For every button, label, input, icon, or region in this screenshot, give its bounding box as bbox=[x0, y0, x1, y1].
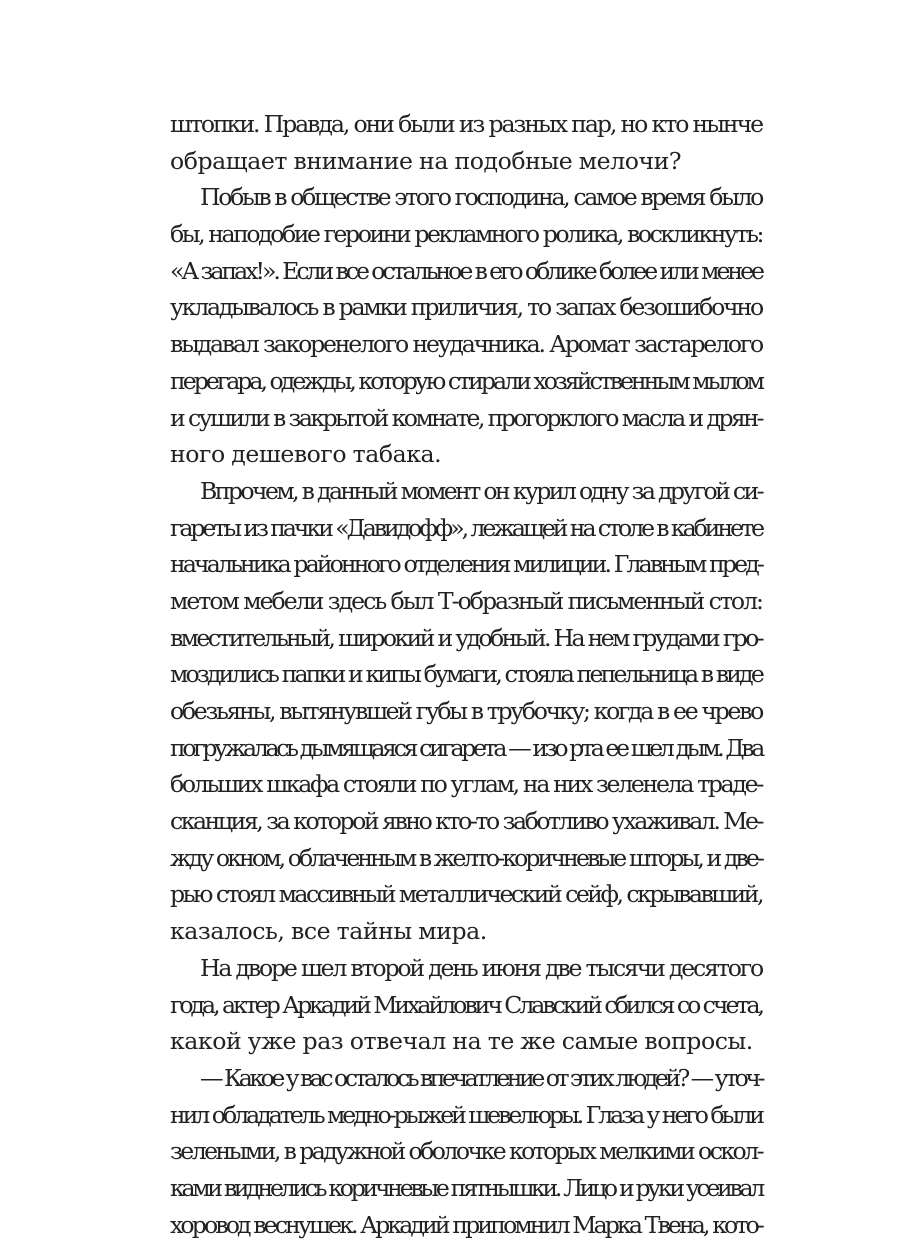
text-line: — Какое у вас осталось впечатление от этих людей? — уточ- bbox=[200, 1063, 762, 1092]
text-line: бы, наподобие героини рекламного ролика, воскликнуть: bbox=[170, 220, 762, 249]
paragraph bbox=[170, 473, 762, 950]
text-line: зелеными, в радужной оболочке которых мелкими оскол- bbox=[170, 1137, 762, 1166]
text-line: какой уже раз отвечал на те же самые вопросы. bbox=[170, 1027, 753, 1056]
paragraph bbox=[170, 1060, 762, 1243]
text-line: метом мебели здесь был Т-образный письменный стол: bbox=[170, 586, 762, 615]
text-line: Впрочем, в данный момент он курил одну за другой си- bbox=[200, 476, 762, 505]
text-line: «А запах!». Если все остальное в его облике более или менее bbox=[170, 256, 762, 285]
text-line: ками виднелись коричневые пятнышки. Лицо и руки усеивал bbox=[170, 1173, 762, 1202]
text-line: казалось, все тайны мира. bbox=[170, 917, 487, 946]
text-line: нил обладатель медно-рыжей шевелюры. Глаза у него были bbox=[170, 1100, 762, 1129]
text-line: выдавал закоренелого неудачника. Аромат застарелого bbox=[170, 330, 762, 359]
text-line: Побыв в обществе этого господина, самое время было bbox=[200, 183, 762, 212]
text-line: жду окном, облаченным в желто-коричневые шторы, и две- bbox=[170, 843, 762, 872]
text-line: хоровод веснушек. Аркадий припомнил Марка Твена, кото- bbox=[170, 1210, 762, 1239]
paragraph bbox=[170, 106, 762, 179]
text-line: и сушили в закрытой комнате, прогорклого масла и дрян- bbox=[170, 403, 762, 432]
text-line: года, актер Аркадий Михайлович Славский сбился со счета, bbox=[170, 990, 762, 1019]
text-line: рью стоял массивный металлический сейф, скрывавший, bbox=[170, 880, 762, 909]
text-line: начальника районного отделения милиции. Главным пред- bbox=[170, 550, 762, 579]
text-line: обезьяны, вытянувшей губы в трубочку; когда в ее чрево bbox=[170, 697, 762, 725]
paragraph bbox=[170, 950, 762, 1060]
text-line: штопки. Правда, они были из разных пар, но кто нынче bbox=[170, 110, 762, 138]
body-text bbox=[170, 106, 762, 1243]
text-line: перегара, одежды, которую стирали хозяйственным мылом bbox=[170, 366, 762, 395]
text-line: сканция, за которой явно кто-то заботливо ухаживал. Ме- bbox=[170, 807, 762, 836]
text-line: больших шкафа стояли по углам, на них зеленела траде- bbox=[170, 770, 762, 799]
paragraph bbox=[170, 179, 762, 473]
text-line: обращает внимание на подобные мелочи? bbox=[170, 146, 682, 175]
text-line: укладывалось в рамки приличия, то запах безошибочно bbox=[170, 293, 762, 322]
text-line: вместительный, широкий и удобный. На нем грудами гро- bbox=[170, 623, 762, 652]
text-line: моздились папки и кипы бумаги, стояла пепельница в виде bbox=[170, 660, 762, 689]
text-line: гареты из пачки «Давидофф», лежащей на столе в кабинете bbox=[170, 513, 762, 542]
text-line: ного дешевого табака. bbox=[170, 440, 442, 469]
text-line: На дворе шел второй день июня две тысячи десятого bbox=[200, 953, 762, 982]
text-line: погружалась дымящаяся сигарета — изо рта ее шел дым. Два bbox=[170, 733, 762, 762]
